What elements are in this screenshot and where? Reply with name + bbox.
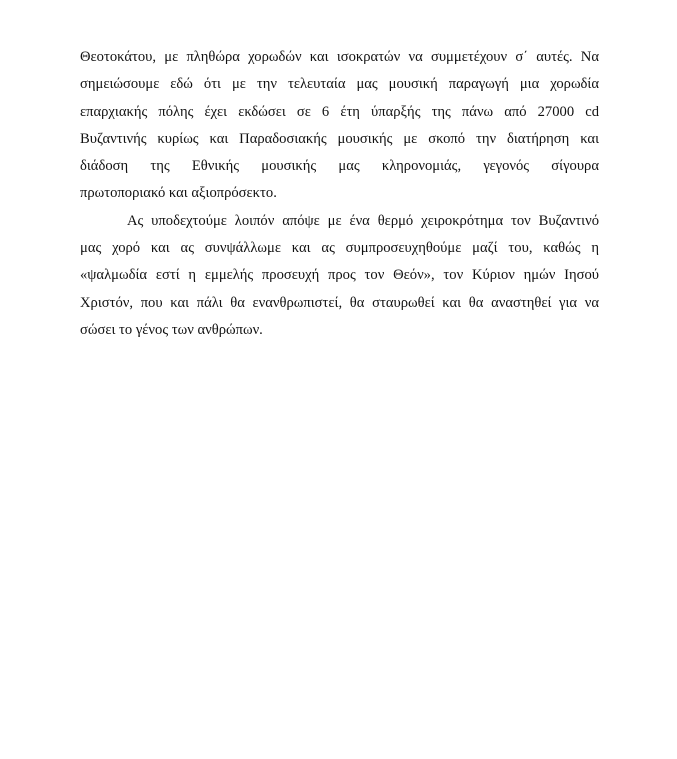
text-line: πρωτοποριακό και αξιοπρόσεκτο.: [80, 185, 277, 202]
text-line: σημειώσουμε εδώ ότι με την τελευταία μας μουσική παραγωγή μια χορωδία: [80, 76, 599, 93]
text-line: «ψαλμωδία εστί η εμμελής προσευχή προς τον Θεόν», τον Κύριον ημών Ιησού: [80, 267, 599, 284]
text-line: σώσει το γένος των ανθρώπων.: [80, 321, 263, 338]
paragraph-1: [80, 44, 599, 208]
text-line: μας χορό και ας συνψάλλωμε και ας συμπροσευχηθούμε μαζί του, καθώς η: [80, 240, 599, 257]
paragraph-2: [80, 208, 599, 344]
text-line: Βυζαντινής κυρίως και Παραδοσιακής μουσικής με σκοπό την διατήρηση και: [80, 130, 599, 147]
text-line: Χριστόν, που και πάλι θα ενανθρωπιστεί, θα σταυρωθεί και θα αναστηθεί για να: [80, 294, 599, 311]
text-line: Θεοτοκάτου, με πληθώρα χορωδών και ισοκρατών να συμμετέχουν σ΄ αυτές. Να: [80, 49, 599, 65]
text-line: Ας υποδεχτούμε λοιπόν απόψε με ένα θερμό χειροκρότημα τον Βυζαντινό: [127, 212, 599, 229]
text-line: επαρχιακής πόλης έχει εκδώσει σε 6 έτη ύπαρξής της πάνω από 27000 cd: [80, 103, 599, 120]
document-body: [80, 44, 599, 344]
text-line: διάδοση της Εθνικής μουσικής μας κληρονομιάς, γεγονός σίγουρα: [80, 158, 599, 175]
